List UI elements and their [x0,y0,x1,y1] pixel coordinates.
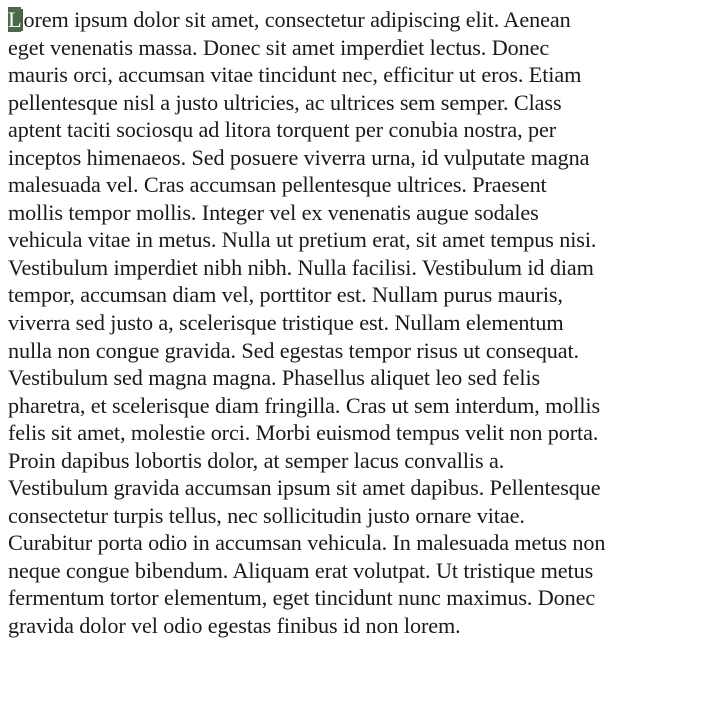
text-line: consectetur turpis tellus, nec sollicitudin justo ornare vitae. [8,502,525,528]
text-line: Vestibulum gravida accumsan ipsum sit amet dapibus. Pellentesque [8,475,601,501]
text-editor-area[interactable] [8,6,720,701]
text-line: malesuada vel. Cras accumsan pellentesque ultrices. Praesent [8,172,547,198]
first-line-text: orem ipsum dolor sit amet, consectetur adipiscing elit. Aenean [23,7,571,32]
text-line: inceptos himenaeos. Sed posuere viverra urna, id vulputate magna [8,144,590,170]
text-line: pharetra, et scelerisque diam fringilla. Cras ut sem interdum, mollis [8,392,601,418]
text-line: Curabitur porta odio in accumsan vehicula. In malesuada metus non [8,530,606,556]
selected-first-letter[interactable]: L [8,7,22,32]
text-line-1 [8,6,720,34]
text-line: vehicula vitae in metus. Nulla ut pretium erat, sit amet tempus nisi. [8,227,597,253]
text-line: Vestibulum sed magna magna. Phasellus aliquet leo sed felis [8,365,541,391]
text-line: eget venenatis massa. Donec sit amet imperdiet lectus. Donec [8,34,550,60]
text-line: nulla non congue gravida. Sed egestas tempor risus ut consequat. [8,337,579,363]
text-line: Proin dapibus lobortis dolor, at semper lacus convallis a. [8,447,505,473]
text-line: gravida dolor vel odio egestas finibus id non lorem. [8,613,461,639]
text-line: pellentesque nisl a justo ultricies, ac ultrices sem semper. Class [8,89,562,115]
text-line: mollis tempor mollis. Integer vel ex venenatis augue sodales [8,199,539,225]
document-text[interactable] [8,6,720,640]
text-line: fermentum tortor elementum, eget tincidunt nunc maximus. Donec [8,585,596,611]
text-line: felis sit amet, molestie orci. Morbi euismod tempus velit non porta. [8,420,599,446]
text-line: Vestibulum imperdiet nibh nibh. Nulla facilisi. Vestibulum id diam [8,254,594,280]
text-line: tempor, accumsan diam vel, porttitor est. Nullam purus mauris, [8,282,563,308]
text-line: viverra sed justo a, scelerisque tristique est. Nullam elementum [8,310,564,336]
text-line: aptent taciti sociosqu ad litora torquent per conubia nostra, per [8,117,557,143]
text-line: neque congue bibendum. Aliquam erat volutpat. Ut tristique metus [8,557,594,583]
text-line: mauris orci, accumsan vitae tincidunt nec, efficitur ut eros. Etiam [8,62,582,88]
